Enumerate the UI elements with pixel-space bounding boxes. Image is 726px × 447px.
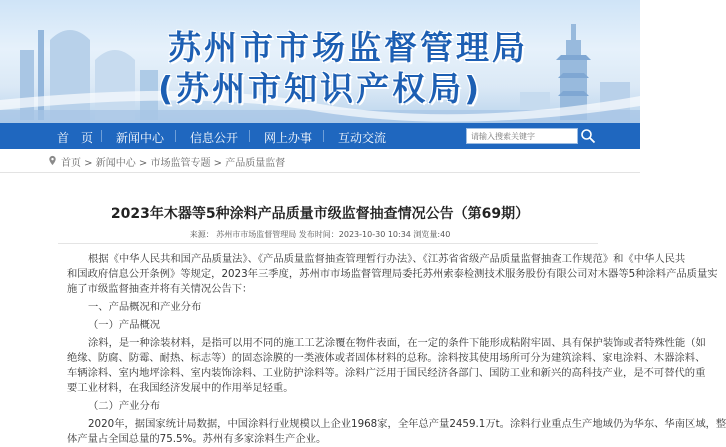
breadcrumb-product-quality[interactable]: 产品质量监督 [225, 158, 286, 169]
paragraph-line: 要工业材料，在我国经济发展中的作用举足轻重。 [67, 382, 294, 394]
site-title: 苏州市市场监督管理局 [168, 28, 528, 67]
article-title: 2023年木器等5种涂料产品质量市级监督抽查情况公告（第69期） [110, 206, 530, 222]
section-heading: 一、产品概况和产业分布 [88, 301, 202, 313]
nav-news-center[interactable]: 新闻中心 [116, 131, 165, 145]
breadcrumb-separator: > [210, 158, 226, 169]
search-icon[interactable] [580, 128, 596, 144]
breadcrumb [61, 154, 285, 169]
breadcrumb-home[interactable]: 首页 [61, 158, 81, 169]
paragraph-line: 2020年，据国家统计局数据，中国涂料行业规模以上企业1968家，全年总产量2459.1万t。涂料行业重点生产地域仍为华东、华南区域，整 [88, 418, 726, 430]
nav-divider [175, 130, 176, 142]
paragraph-line: 体产量占全国总量的75.5%。苏州有多家涂料生产企业。 [67, 433, 327, 445]
nav-info-disclosure[interactable]: 信息公开 [190, 131, 239, 145]
article-meta: 来源： 苏州市市场监督管理局 发布时间：2023-10-30 10:34 浏览量:40 [189, 230, 451, 239]
subsection-heading: （二）产业分布 [88, 400, 161, 412]
nav-divider [101, 130, 102, 142]
breadcrumb-separator: > [81, 158, 96, 169]
breadcrumb-separator: > [135, 158, 151, 169]
breadcrumb-market-supervision[interactable]: 市场监管专题 [150, 158, 211, 169]
paragraph-line: 施了市级监督抽查并将有关情况公告下： [67, 283, 253, 295]
location-icon [47, 155, 58, 166]
paragraph-line: 涂料，是一种涂装材料，是指可以用不同的施工工艺涂覆在物件表面，在一定的条件下能形成粘附牢固、具有保护装饰或者特殊性能（如 [88, 337, 706, 349]
title-divider [58, 243, 598, 244]
nav-divider [249, 130, 250, 142]
main-nav [0, 123, 640, 149]
paragraph-line: 根据《中华人民共和国产品质量法》、《产品质量监督抽查管理暂行办法》、《江苏省省级产品质量监督抽查工作规范》和《中华人民共 [88, 253, 686, 265]
paragraph-line: 绝缘、防腐、防霉、耐热、标志等）的固态涂膜的一类液体或者固体材料的总称。涂料按其使用场所可分为建筑涂料、家电涂料、木器涂料、 [67, 352, 706, 364]
paragraph-line: 和国政府信息公开条例》等规定，2023年三季度，苏州市市场监督管理局委托苏州索泰检测技术服务股份有限公司对木器等5种涂料产品质量实 [67, 268, 718, 280]
breadcrumb-news-center[interactable]: 新闻中心 [95, 158, 136, 169]
breadcrumb-bar [0, 149, 640, 173]
paragraph-line: 车辆涂料、室内地坪涂料、室内装饰涂料、工业防护涂料等。涂料广泛用于国民经济各部门、国防工业和新兴的高科技产业，是不可替代的重 [67, 367, 706, 379]
nav-online-services[interactable]: 网上办事 [264, 131, 313, 145]
search-input[interactable] [466, 128, 578, 144]
nav-divider [323, 130, 324, 142]
nav-home[interactable]: 首 页 [57, 131, 94, 145]
header-banner [0, 0, 640, 123]
site-subtitle: (苏州市知识产权局) [158, 69, 483, 108]
nav-interaction[interactable]: 互动交流 [338, 131, 387, 145]
subsection-heading: （一）产品概况 [88, 319, 161, 331]
